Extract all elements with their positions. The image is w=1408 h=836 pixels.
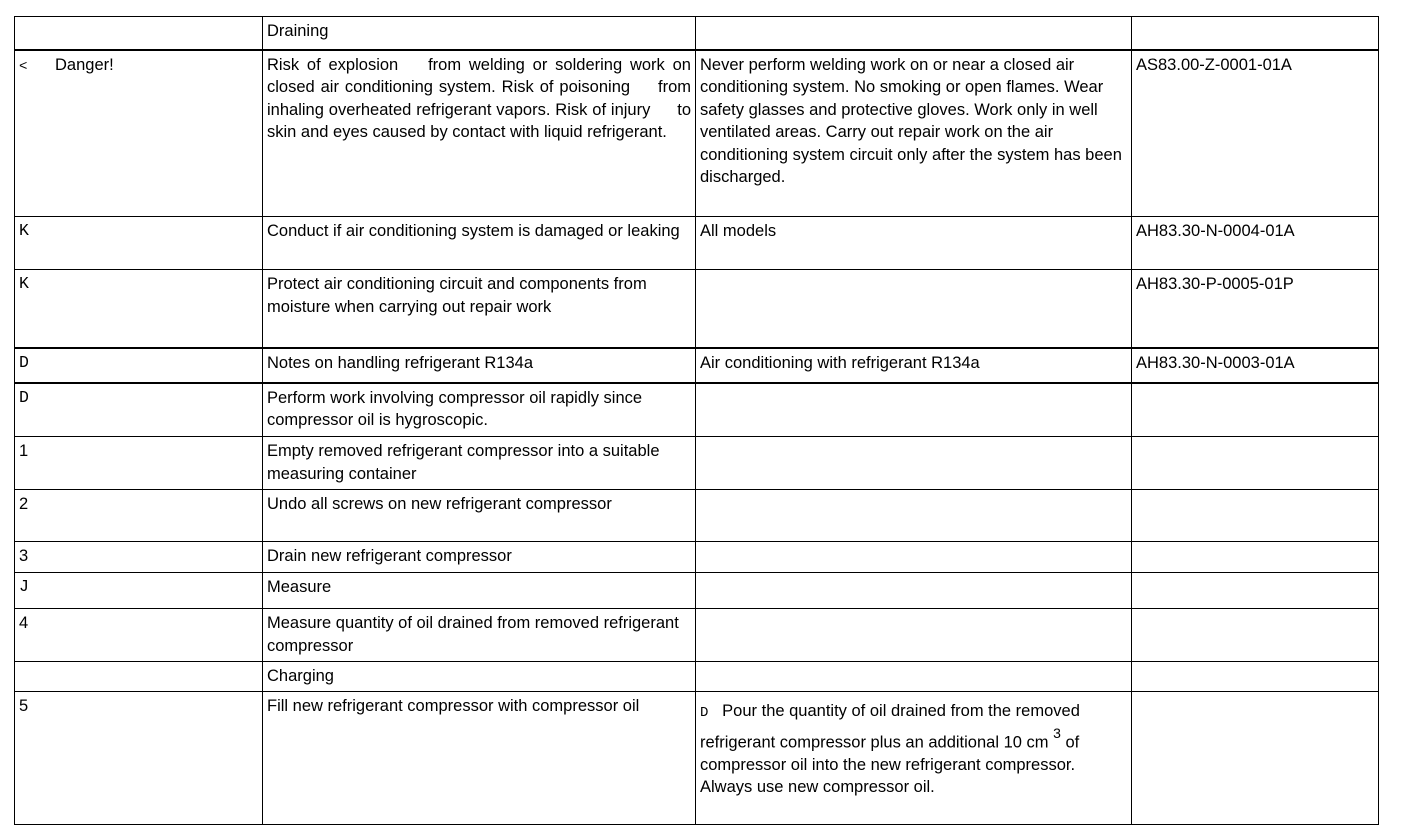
table-row: [15, 437, 1379, 490]
reference-cell: [1132, 383, 1379, 437]
note-icon: D: [700, 705, 709, 721]
reference-cell: [1132, 609, 1379, 662]
step-text: Empty removed refrigerant compressor into a suitable measuring container: [263, 437, 696, 490]
table-row: [15, 490, 1379, 542]
reference-cell: [1132, 437, 1379, 490]
step-text: Undo all screws on new refrigerant compressor: [263, 490, 696, 542]
repair-instructions-table: [14, 16, 1379, 825]
symbol-cell: K: [15, 270, 263, 348]
table-row: [15, 383, 1379, 437]
step-text: Protect air conditioning circuit and components from moisture when carrying out repair work: [263, 270, 696, 348]
step-number: 4: [15, 609, 263, 662]
note-cell: [696, 270, 1132, 348]
table-row: [15, 692, 1379, 825]
step-text: Drain new refrigerant compressor: [263, 542, 696, 573]
table-row: [15, 609, 1379, 662]
step-text: Notes on handling refrigerant R134a: [263, 348, 696, 383]
step-text: Measure quantity of oil drained from removed refrigerant compressor: [263, 609, 696, 662]
step-number: 3: [15, 542, 263, 573]
step-number: 5: [15, 692, 263, 825]
reference-code: AS83.00-Z-0001-01A: [1132, 50, 1379, 217]
reference-code: AH83.30-P-0005-01P: [1132, 270, 1379, 348]
note-cell: [696, 662, 1132, 692]
table-row: [15, 573, 1379, 609]
section-heading-draining: Draining: [263, 17, 696, 50]
symbol-cell: D: [15, 383, 263, 437]
superscript-3: 3: [1053, 724, 1061, 741]
danger-label: Danger!: [55, 55, 114, 74]
note-cell: [696, 609, 1132, 662]
table-row: [15, 662, 1379, 692]
danger-text: Risk of explosion from welding or soldering work on closed air conditioning system. Risk of poisoning from inhaling overheated refrigerant vapors. Risk of injury to skin and eyes caused by contact with liquid refrigerant.: [263, 50, 696, 217]
section-heading-charging: Charging: [263, 662, 696, 692]
reference-code: AH83.30-N-0003-01A: [1132, 348, 1379, 383]
symbol-cell: [15, 662, 263, 692]
note-cell: [696, 17, 1132, 50]
note-cell: All models: [696, 217, 1132, 270]
reference-code: AH83.30-N-0004-01A: [1132, 217, 1379, 270]
note-cell: [696, 437, 1132, 490]
reference-cell: [1132, 542, 1379, 573]
table-row: [15, 17, 1379, 50]
step-text: Measure: [263, 573, 696, 609]
note-cell: [696, 542, 1132, 573]
danger-icon: <: [19, 58, 28, 75]
note-cell: [696, 490, 1132, 542]
reference-cell: [1132, 17, 1379, 50]
note-cell: Air conditioning with refrigerant R134a: [696, 348, 1132, 383]
symbol-cell: K: [15, 217, 263, 270]
step-number: 1: [15, 437, 263, 490]
table-row: [15, 50, 1379, 217]
table-row: [15, 270, 1379, 348]
symbol-cell: J: [15, 573, 263, 609]
table-row: [15, 348, 1379, 383]
danger-precautions: Never perform welding work on or near a closed air conditioning system. No smoking or open flames. Wear safety glasses and protective gloves. Work only in well ventilated areas. Carry out repair work on the air conditioning system circuit only after the system has been discharged.: [696, 50, 1132, 217]
reference-cell: [1132, 692, 1379, 825]
note-cell: [696, 383, 1132, 437]
symbol-cell: D: [15, 348, 263, 383]
note-cell: [696, 573, 1132, 609]
reference-cell: [1132, 662, 1379, 692]
step-text: Fill new refrigerant compressor with compressor oil: [263, 692, 696, 825]
step-number: 2: [15, 490, 263, 542]
oil-fill-note: D Pour the quantity of oil drained from the removed refrigerant compressor plus an additional 10 cm $^3$ of compressor oil into the new refrigerant compressor. Always use new compressor oil.: [696, 692, 1132, 825]
step-text: Conduct if air conditioning system is damaged or leaking: [263, 217, 696, 270]
reference-cell: [1132, 573, 1379, 609]
table-row: [15, 217, 1379, 270]
step-text: Perform work involving compressor oil rapidly since compressor oil is hygroscopic.: [263, 383, 696, 437]
table-row: [15, 542, 1379, 573]
reference-cell: [1132, 490, 1379, 542]
symbol-cell: [15, 17, 263, 50]
danger-cell: [15, 50, 263, 217]
